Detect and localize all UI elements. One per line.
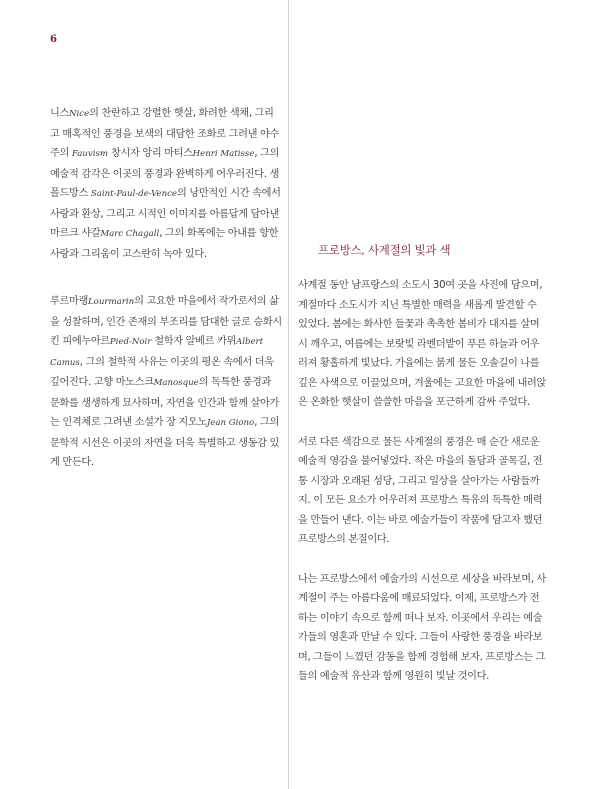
text-run: 의 찬란하고 강렬한 햇살, 화려한 색채, 그리고 매혹적인 풍경을 보색의 대담한 조화로 그려낸 야수주의 bbox=[50, 108, 280, 159]
page-number: 6 bbox=[50, 34, 57, 45]
text-run: , 그의 화폭에는 아내를 향한 사랑과 그리움이 고스란히 녹아 있다. bbox=[50, 228, 279, 260]
column-divider bbox=[288, 0, 289, 789]
foreign-name: Albert Camus bbox=[50, 337, 264, 368]
foreign-name: Lourmarin bbox=[87, 297, 135, 307]
text-run: , 그의 철학적 사유는 이곳의 평온 속에서 더욱 깊어진다. 고향 마노스크 bbox=[50, 356, 274, 388]
right-column bbox=[298, 276, 547, 707]
foreign-name: Jean Giono bbox=[206, 418, 255, 428]
text-run: 의 낭만적인 시간 속에서 사랑과 환상, 그리고 시적인 이미지를 아름답게 담아낸 마르크 샤갈 bbox=[50, 188, 281, 239]
text-run: 창시자 앙리 마티스 bbox=[108, 148, 193, 159]
foreign-name: Saint-Paul-de-Vence bbox=[90, 189, 178, 199]
text-run: 루르마랭 bbox=[50, 296, 88, 307]
right-paragraph-2: 서로 다른 색감으로 물든 사계절의 풍경은 매 순간 새로운 예술적 영감을 불어넣었다. 작은 마을의 돌담과 골목길, 전통 시장과 오래된 성당, 그리고 일상을 살아가는 사람들까지. 이 모든 요소가 어우러져 프로방스 특유의 독특한 매력을 만들어 낸다. 이는 바로 예술가들이 작품에 담고자 했던 프로방스의 본질이다. bbox=[298, 436, 543, 545]
foreign-name: Nice bbox=[68, 109, 90, 119]
text-run: 의 고요한 마을에서 작가로서의 삶을 성찰하며, 인간 존재의 부조리를 담대한 글로 승화시킨 피에누아르 bbox=[50, 296, 282, 347]
foreign-name: Fauvism bbox=[71, 149, 109, 159]
text-run: 의 독특한 풍경과 문화를 생생하게 묘사하며, 자연을 인간과 함께 살아가는 인격체로 그려낸 소설가 장 지오노 bbox=[50, 377, 280, 428]
foreign-name: Marc Chagall bbox=[100, 229, 160, 239]
text-run: , 그의 예술적 감각은 이곳의 풍경과 완벽하게 어우러진다. 생폴드방스 bbox=[50, 148, 280, 199]
left-paragraph-1 bbox=[50, 104, 283, 264]
section-title: 프로방스, 사계절의 빛과 색 bbox=[318, 243, 451, 257]
text-run: 철학자 알베르 카뮈 bbox=[151, 336, 237, 347]
text-run: , 그의 문학적 시선은 이곳의 자연을 더욱 특별하고 생동감 있게 만든다. bbox=[50, 417, 280, 468]
left-column bbox=[50, 104, 283, 493]
right-paragraph-1: 사계절 동안 남프랑스의 소도시 30여 곳을 사진에 담으며, 계절마다 소도시가 지닌 특별한 매력을 새롭게 발견할 수 있었다. 봄에는 화사한 들꽃과 촉촉한 봄비가 대지를 살며시 깨우고, 여름에는 보랏빛 라벤더밭이 푸른 하늘과 어우러져 황홀하게 빛났다. 가을에는 붉게 물든 오솔길이 나를 깊은 사색으로 이끌었으며, 겨울에는 고요한 마을에 내려앉은 온화한 햇살이 쓸쓸한 마음을 포근하게 감싸 주었다. bbox=[298, 280, 547, 408]
foreign-name: Pied-Noir bbox=[109, 337, 152, 347]
foreign-name: Manosque bbox=[153, 378, 199, 388]
text-run: 니스 bbox=[50, 108, 69, 119]
foreign-name: Henri Matisse bbox=[192, 149, 255, 159]
left-paragraph-2 bbox=[50, 292, 283, 473]
right-paragraph-3: 나는 프로방스에서 예술가의 시선으로 세상을 바라보며, 사계절이 주는 아름다움에 매료되었다. 이제, 프로방스가 전하는 이야기 속으로 함께 떠나 보자. 이곳에서 우리는 예술가들의 영혼과 만날 수 있다. 그들이 사랑한 풍경을 바라보며, 그들이 느꼈던 감동을 함께 경험해 보자. 프로방스는 그들의 예술적 유산과 함께 영원히 빛날 것이다. bbox=[298, 573, 547, 682]
